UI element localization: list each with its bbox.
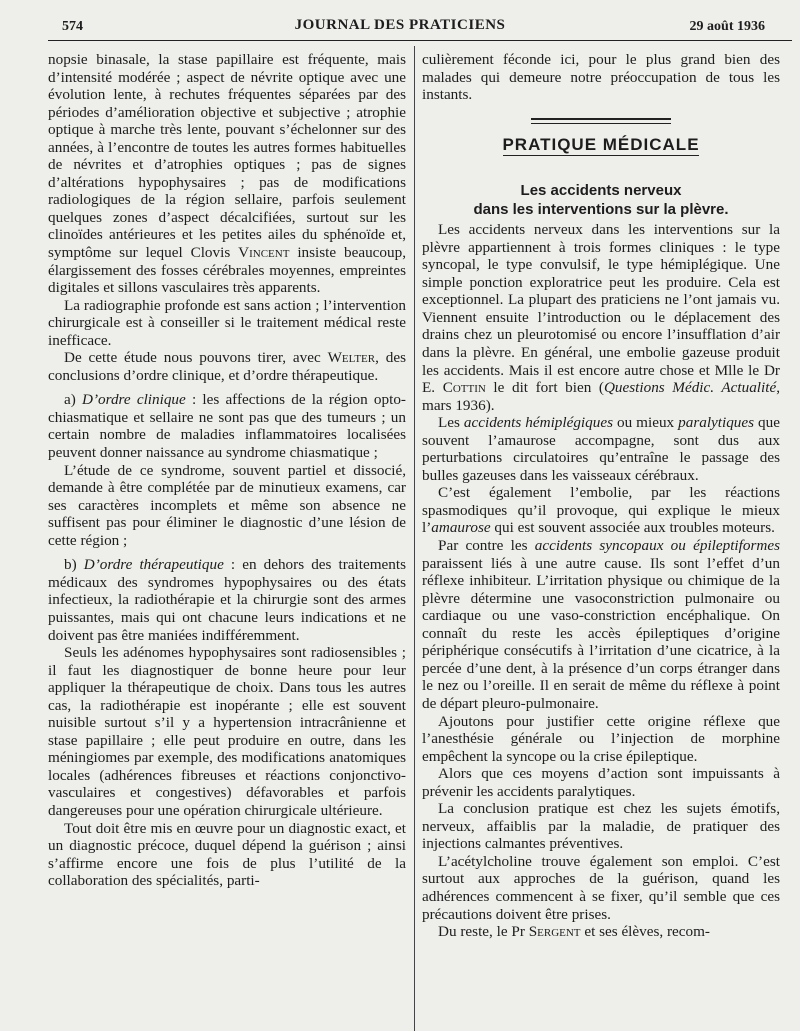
paragraph: Seuls les adénomes hypophysaires sont radiosensibles ; il faut les diagnostiquer de bonne heure pour leur appliquer la thérapeutique de choix. Dans tous les autres cas, la radiothérapie est inopérante ; elle est souvent nuisible surtout s’il y a hypertension intracrânienne et stase papillaire ; elle peut produire en outre, dans les méningiomes par exemple, des modifications anatomiques locales (adhérences fibreuses et réactions conjonctivo-vasculaires et congestives) défavorables et parfois dangereuses pour une opération chirurgicale ultérieure. [48, 644, 406, 819]
author-name: Cottin [442, 379, 486, 397]
paragraph: Ajoutons pour justifier cette origine réflexe que l’anesthésie générale ou l’injection de morphine empêchent la syncope ou la crise épileptique. [422, 712, 780, 765]
column-divider [414, 46, 415, 1031]
paragraph: nopsie binasale, la stase papillaire est fréquente, mais d’intensité modérée ; aspect de névrite optique avec une évolution lente, à rechutes fréquentes séparées par des périodes d’amélioration objective et subjective ; atrophie optique à marche très lente, pouvant s’échelonner sur des années, à l’encontre de toutes les autres formes habituelles de névrites et d’atrophies optiques ; pas de signes d’altérations hypophysaires ; pas de modifications radiologiques de la région sellaire, parfois seulement quelques zones d’aspect décalcifiées, surtout sur les clinoïdes antérieures et les petites ailes du sphénoïde et, symptôme sur lequel Clovis Vincent insiste beaucoup, élargissement des fosses cérébrales moyennes, empreintes digitales et sillons vasculaires très apparents. [48, 51, 406, 297]
paragraph: C’est également l’embolie, par les réactions spasmodiques qu’il provoque, qui explique le mieux l’amaurose qui est souvent associée aux troubles moteurs. [422, 484, 780, 537]
paragraph: Tout doit être mis en œuvre pour un diagnostic exact, et un diagnostic précoce, duquel dépend la guérison ; ainsi s’affirme encore une fois de plus l’utilité de la collaboration des spécialités, parti- [48, 819, 406, 890]
paragraph: Alors que ces moyens d’action sont impuissants à prévenir les accidents paralytiques. [422, 765, 780, 800]
subheading: D’ordre thérapeutique [83, 556, 224, 574]
section-title: PRATIQUE MÉDICALE [502, 134, 700, 154]
paragraph: La conclusion pratique est chez les sujets émotifs, nerveux, affaiblis par la maladie, de pratiquer des injections calmantes préventives. [422, 800, 780, 853]
page-header [0, 0, 800, 40]
issue-date: 29 août 1936 [689, 19, 765, 34]
paragraph: De cette étude nous pouvons tirer, avec Welter, des conclusions d’ordre clinique, et d’ordre thérapeutique. [48, 349, 406, 384]
paragraph: Les accidents nerveux dans les interventions sur la plèvre appartiennent à trois formes cliniques : le type syncopal, le type convulsif, le type hémiplégique. Une simple ponction exploratrice peut les produire. Cela est exceptionnel. La plupart des praticiens ne l’ont jamais vu. Viennent ensuite l’introduction ou le déplacement des drains chez un pleurotomisé ou encore l’insufflation d’air dans la plèvre. En général, une embolie gazeuse produit les accidents. Mais il est encore autre chose et Mlle le Dr E. Cottin le dit fort bien (Questions Médic. Actualité, mars 1936). [422, 221, 780, 414]
subheading: D’ordre clinique [82, 391, 186, 409]
author-name: Vincent [238, 244, 290, 262]
left-column [48, 51, 406, 890]
section-separator [531, 118, 671, 124]
section-underline [503, 155, 699, 156]
paragraph: Par contre les accidents syncopaux ou épileptiformes paraissent liés à une autre cause. Ils sont l’effet d’un réflexe inhibiteur. L’irritation physique ou chimique de la plèvre détermine une vasoconstriction pulmonaire ou cardiaque ou une vaso-constriction encéphalique. On connaît du reste les accès épileptiques d’origine périphérique consécutifs à l’irritation d’une cicatrice, à la percée d’une dent, à la présence d’un corps étranger dans le nez ou l’oreille. Il en serait de même du réflexe à point de départ pleuro-pulmonaire. [422, 537, 780, 712]
header-rule [48, 40, 792, 41]
paragraph: La radiographie profonde est sans action ; l’intervention chirurgicale est à conseiller si le traitement médical reste inefficace. [48, 296, 406, 349]
paragraph: Les accidents hémiplégiques ou mieux paralytiques que souvent l’amaurose accompagne, sont dus aux perturbations circulatoires qu’entraîne le passage des bulles gazeuses dans les vaisseaux cérébraux. [422, 414, 780, 484]
paragraph: L’étude de ce syndrome, souvent partiel et dissocié, demande à être complétée par de minutieux examens, car ses caractères incomplets et même son absence ne suffisent pas pour éliminer le diagnostic d’une lésion de cette région ; [48, 461, 406, 549]
author-name: Welter [327, 349, 376, 367]
citation: Questions Médic. Actualité [603, 379, 777, 397]
page-number: 574 [62, 19, 83, 34]
paragraph: culièrement féconde ici, pour le plus grand bien des malades qui demeure notre préoccupation de tous les instants. [422, 51, 780, 104]
right-column [422, 51, 780, 941]
author-name: Sergent [528, 923, 581, 941]
paragraph: Du reste, le Pr Sergent et ses élèves, recom- [438, 923, 710, 941]
journal-title: JOURNAL DES PRATICIENS [294, 17, 506, 33]
paragraph-clinical: a) D’ordre clinique : les affections de la région opto-chiasmatique et sellaire ne sont pas que des tumeurs ; un certain nombre de maladies inflammatoires localisées peuvent donner naissance au syndrome chiasmatique ; [48, 391, 406, 462]
paragraph: L’acétylcholine trouve également son emploi. C’est surtout aux approches de la guérison, quand les adhérences commencent à se fixer, qu’il semble que ces précautions doivent être prises. [422, 852, 780, 923]
article-title: Les accidents nerveux dans les interventions sur la plèvre. [473, 182, 729, 219]
paragraph-therapeutic: b) D’ordre thérapeutique : en dehors des traitements médicaux des syndromes hypophysaires ou des états infectieux, la radiothérapie et la chirurgie sont des armes puissantes, mais qui ont chacune leurs indications et ne doivent pas être maniées indifféremment. [48, 556, 406, 644]
